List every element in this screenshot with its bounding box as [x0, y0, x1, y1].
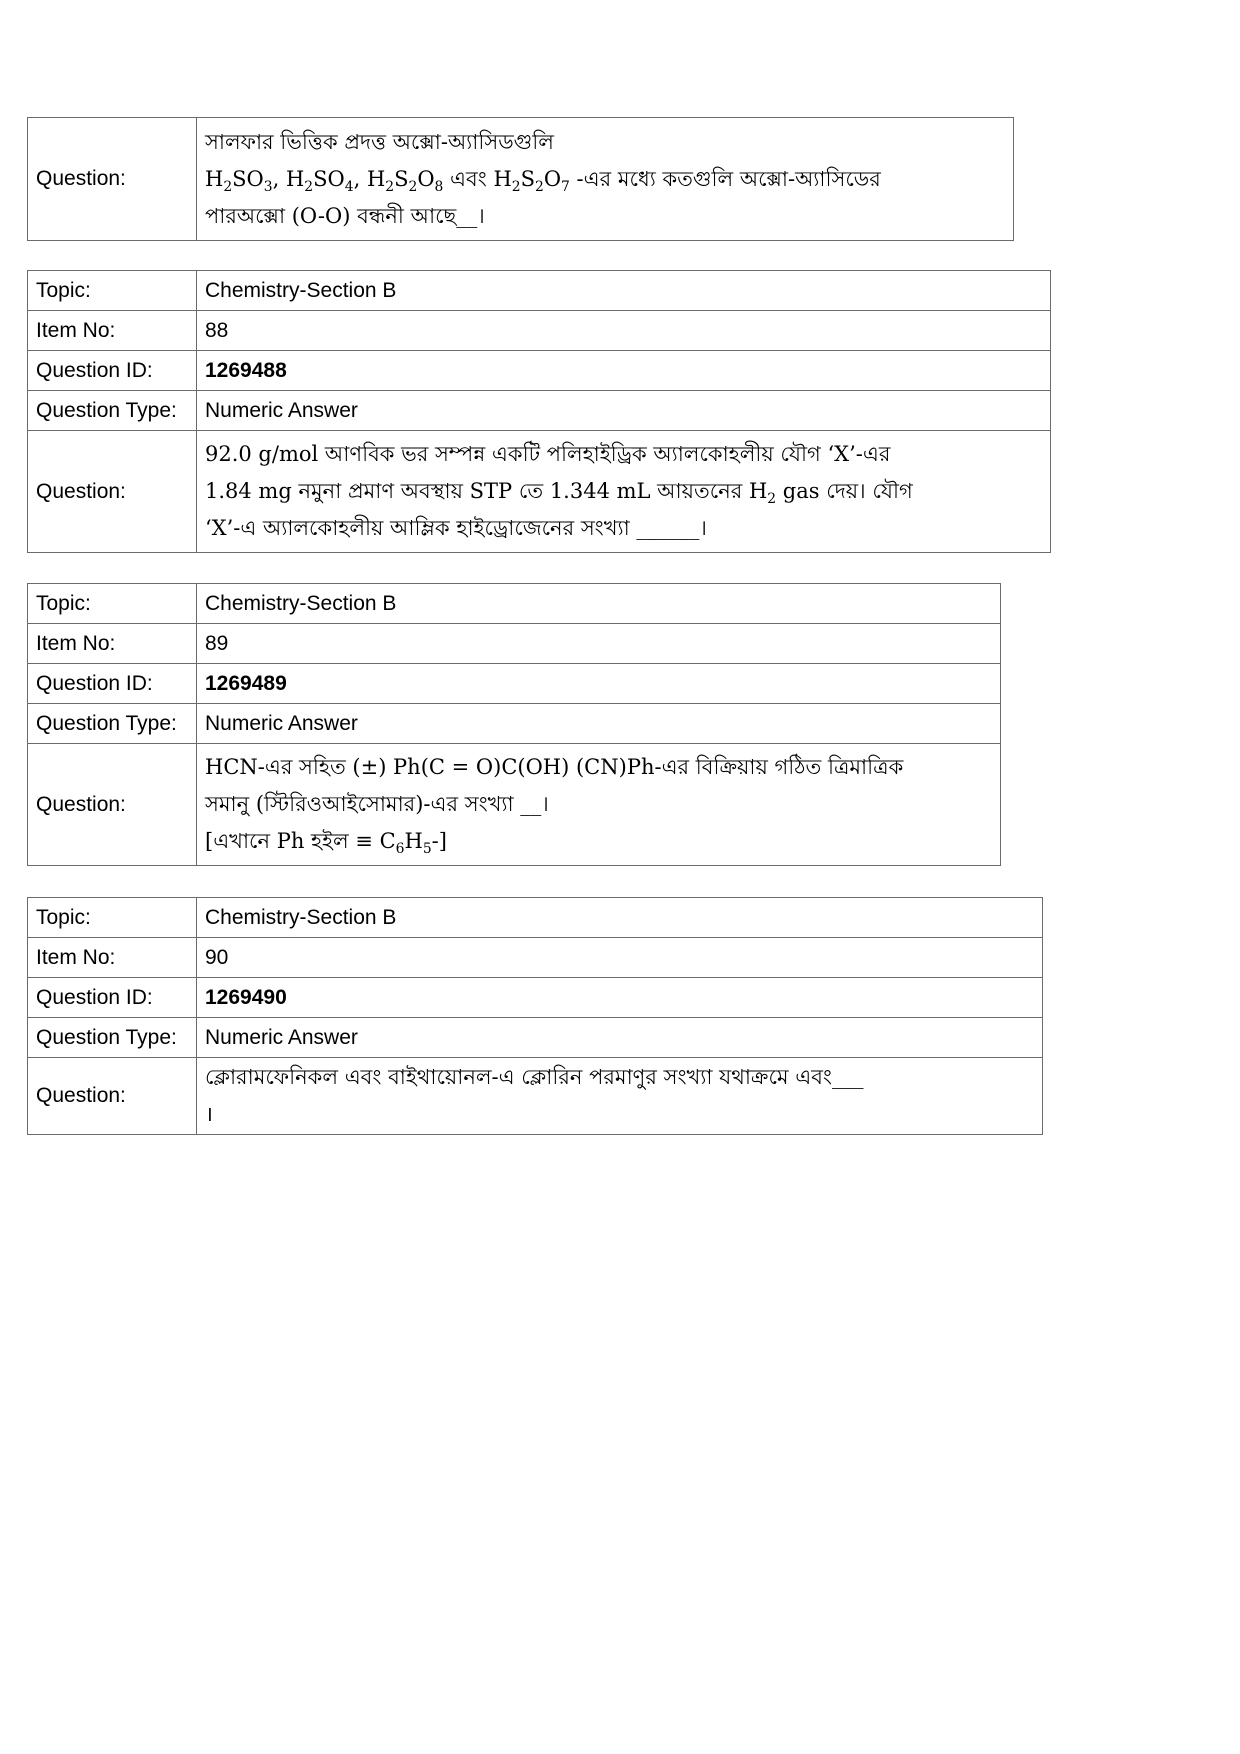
question-text	[197, 118, 1014, 241]
question-line: ।	[205, 1102, 213, 1126]
question-text	[197, 1058, 1043, 1135]
question-id-value: 1269489	[197, 664, 1001, 704]
topic-value: Chemistry-Section B	[197, 898, 1043, 938]
question-type-value: Numeric Answer	[197, 704, 1001, 744]
question-type-label: Question Type:	[28, 1018, 197, 1058]
question-line: [এখানে Ph হইল ≡ $C_6H_5-$]	[205, 829, 447, 858]
question-id-label: Question ID:	[28, 664, 197, 704]
question-label: Question:	[28, 431, 197, 553]
question-block-90	[27, 897, 1043, 1135]
question-text	[197, 431, 1051, 553]
item-no-value: 88	[197, 311, 1051, 351]
question-line: HCN-এর সহিত (±) Ph(C = O)C(OH) (CN)Ph-এর বিক্রিয়ায় গঠিত ত্রিমাত্রিক	[205, 755, 904, 779]
question-line: ‘X’-এ অ্যালকোহলীয় আম্লিক হাইড্রোজেনের সংখ্যা ______।	[205, 516, 707, 540]
question-type-value: Numeric Answer	[197, 1018, 1043, 1058]
question-line-formulas: $H_2SO_3$, $H_2SO_4$, $H_2S_2O_8$ এবং $H_2S_2O_7$ -এর মধ্যে কতগুলি অক্সো-অ্যাসিডের	[205, 166, 881, 195]
question-line: সমানু (স্টিরিওআইসোমার)-এর সংখ্যা __।	[205, 792, 549, 816]
question-line: ক্লোরামফেনিকল এবং বাইথায়োনল-এ ক্লোরিন পরমাণুর সংখ্যা যথাক্রমে এবং___	[205, 1065, 864, 1089]
topic-label: Topic:	[28, 271, 197, 311]
item-no-label: Item No:	[28, 938, 197, 978]
question-line: 1.84 mg নমুনা প্রমাণ অবস্থায় STP তে 1.344 mL আয়তনের $H_2$ gas দেয়। যৌগ	[205, 479, 913, 508]
question-label: Question:	[28, 118, 197, 241]
question-label: Question:	[28, 744, 197, 866]
item-no-label: Item No:	[28, 624, 197, 664]
topic-label: Topic:	[28, 584, 197, 624]
question-line: পারঅক্সো (O-O) বন্ধনী আছে__।	[205, 203, 485, 228]
question-id-label: Question ID:	[28, 351, 197, 391]
question-type-label: Question Type:	[28, 704, 197, 744]
question-type-value: Numeric Answer	[197, 391, 1051, 431]
question-id-value: 1269488	[197, 351, 1051, 391]
question-type-label: Question Type:	[28, 391, 197, 431]
question-id-value: 1269490	[197, 978, 1043, 1018]
item-no-value: 90	[197, 938, 1043, 978]
question-block-partial	[27, 117, 1014, 241]
question-block-89	[27, 583, 1001, 866]
question-label: Question:	[28, 1058, 197, 1135]
topic-value: Chemistry-Section B	[197, 271, 1051, 311]
question-text	[197, 744, 1001, 866]
question-block-88	[27, 270, 1051, 553]
item-no-label: Item No:	[28, 311, 197, 351]
question-line: 92.0 g/mol আণবিক ভর সম্পন্ন একটি পলিহাইড্রিক অ্যালকোহলীয় যৌগ ‘X’-এর	[205, 442, 891, 466]
question-id-label: Question ID:	[28, 978, 197, 1018]
topic-value: Chemistry-Section B	[197, 584, 1001, 624]
question-line: সালফার ভিত্তিক প্রদত্ত অক্সো-অ্যাসিডগুলি	[205, 129, 554, 154]
item-no-value: 89	[197, 624, 1001, 664]
topic-label: Topic:	[28, 898, 197, 938]
